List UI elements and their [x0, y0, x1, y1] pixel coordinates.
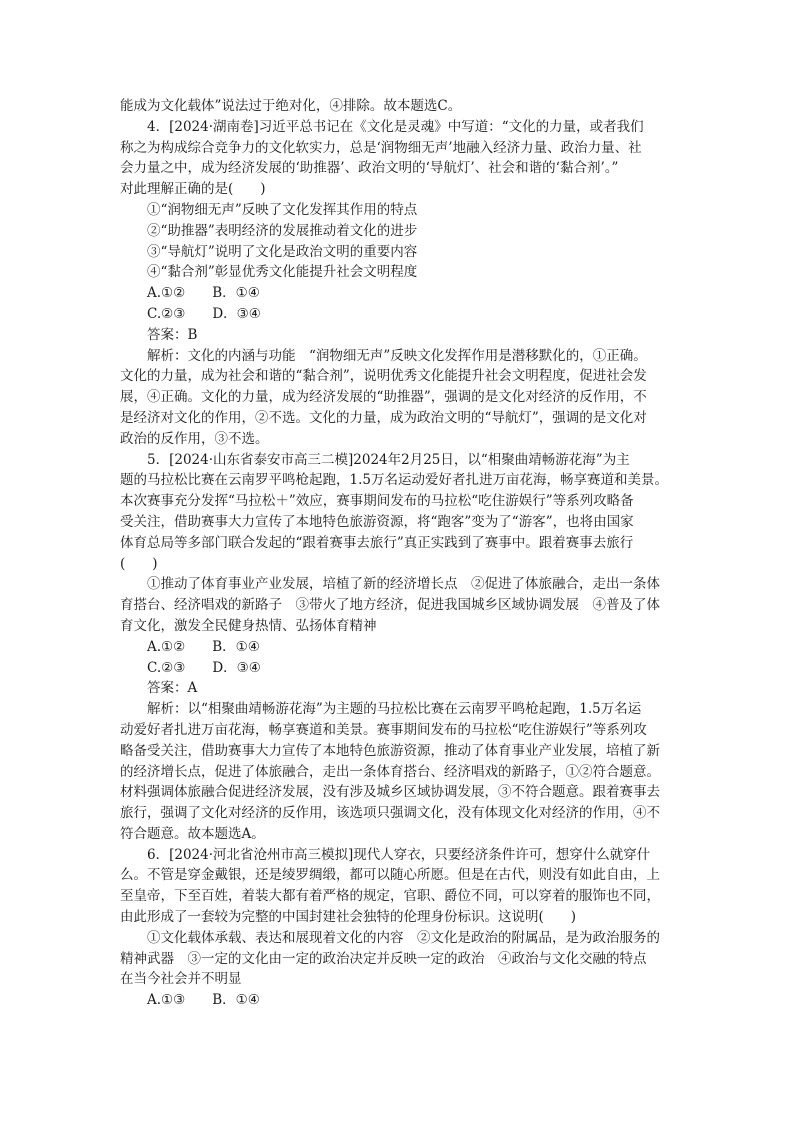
option-statement: ②“助推器”表明经济的发展推动着文化的进步 — [147, 222, 418, 239]
text-line: 展，④正确。文化的力量，成为经济发展的“助推器”，强调的是文化对经济的反作用，不 — [120, 389, 647, 406]
text-line: 会力量之中，成为经济发展的‘助推器’、政治文明的‘导航灯’、社会和谐的‘黏合剂’。” — [120, 160, 619, 177]
text-line: ( ) — [120, 555, 158, 572]
text-line: 体育总局等多部门联合发起的“跟着赛事去旅行”真正实践到了赛事中。跟着赛事去旅行 — [120, 534, 634, 551]
explanation: 解析：文化的内涵与功能 “润物细无声”反映文化发挥作用是潜移默化的，①正确。 — [147, 347, 647, 364]
answer-choices: A.①③ B．①④ — [147, 992, 260, 1009]
text-line: 由此形成了一套较为完整的中国封建社会独特的伦理身份标识。这说明( ) — [120, 909, 577, 926]
text-line: 能成为文化载体”说法过于绝对化，④排除。故本题选C。 — [120, 98, 462, 114]
answer: 答案：B — [147, 326, 198, 343]
option-statement: ①推动了体育事业产业发展，培植了新的经济增长点 ②促进了体旅融合，走出一条体 — [147, 576, 660, 593]
text-line: 文化的力量，成为社会和谐的“黏合剂”，说明优秀文化能提升社会文明程度，促进社会发 — [120, 368, 647, 385]
answer: 答案：A — [147, 680, 198, 697]
text-line: 育文化，激发全民健身热情、弘扬体育精神 — [120, 617, 377, 634]
option-statement: ①“润物细无声”反映了文化发挥其作用的特点 — [147, 201, 418, 218]
text-line: 精神武器 ③一定的文化由一定的政治决定并反映一定的政治 ④政治与文化交融的特点 — [120, 950, 647, 967]
text-line: 是经济对文化的作用，②不选。文化的力量，成为政治文明的“导航灯”，强调的是文化对 — [120, 409, 647, 426]
text-line: 动爱好者扎进万亩花海，畅享赛道和美景。赛事期间发布的马拉松“吃住游娱行”等系列攻 — [120, 721, 647, 738]
text-line: 对此理解正确的是( ) — [120, 181, 266, 198]
text-line: 本次赛事充分发挥“马拉松＋”效应，赛事期间发布的马拉松“吃住游娱行”等系列攻略备 — [120, 493, 634, 510]
text-line: 符合题意。故本题选A。 — [120, 825, 265, 842]
text-line: 称之为构成综合竞争力的文化软实力，总是‘润物细无声’地融入经济力量、政治力量、社 — [120, 139, 642, 156]
text-line: 的经济增长点，促进了体旅融合，走出一条体育搭台、经济唱戏的新路子，①②符合题意。 — [120, 763, 660, 780]
document-body — [120, 96, 676, 1011]
explanation: 解析：以“相聚曲靖畅游花海”为主题的马拉松比赛在云南罗平鸣枪起跑，1.5万名运 — [147, 701, 642, 718]
answer-choices: A.①② B．①④ — [147, 285, 260, 302]
text-line: 略备受关注，借助赛事大力宣传了本地特色旅游资源，推动了体育事业产业发展，培植了新 — [120, 742, 660, 759]
option-statement: ③“导航灯”说明了文化是政治文明的重要内容 — [147, 243, 418, 260]
text-line: 材料强调体旅融合促进经济发展，没有涉及城乡区域协调发展，③不符合题意。跟着赛事去 — [120, 784, 660, 801]
answer-choices: C.②③ D．③④ — [147, 659, 261, 676]
question-5-stem: 5．[2024·山东省泰安市高三二模]2024年2月25日，以“相聚曲靖畅游花海”为主 — [147, 451, 630, 468]
answer-choices: C.②③ D．③④ — [147, 305, 261, 322]
text-line: 旅行，强调了文化对经济的反作用，该选项只强调文化，没有体现文化对经济的作用，④不 — [120, 805, 660, 822]
text-line: 受关注，借助赛事大力宣传了本地特色旅游资源，将“跑客”变为了“游客”，也将由国家 — [120, 513, 634, 530]
question-6-stem: 6．[2024·河北省沧州市高三模拟]现代人穿衣，只要经济条件许可，想穿什么就穿什 — [147, 846, 651, 863]
option-statement: ④“黏合剂”彰显优秀文化能提升社会文明程度 — [147, 264, 418, 281]
text-line: 在当今社会并不明显 — [120, 971, 242, 988]
question-4-stem: 4．[2024·湖南卷]习近平总书记在《文化是灵魂》中写道：“文化的力量，或者我们 — [147, 118, 644, 135]
option-statement: ①文化载体承载、表达和展现着文化的内容 ②文化是政治的附属品，是为政治服务的 — [147, 929, 660, 946]
text-line: 至皇帝，下至百姓，着装大都有着严格的规定，官职、爵位不同，可以穿着的服饰也不同， — [120, 888, 660, 905]
text-line: 题的马拉松比赛在云南罗平鸣枪起跑，1.5万名运动爱好者扎进万亩花海，畅享赛道和美景。 — [120, 472, 668, 489]
text-line: 么。不管是穿金戴银，还是绫罗绸缎，都可以随心所愿。但是在古代，则没有如此自由，上 — [120, 867, 660, 884]
answer-choices: A.①② B．①④ — [147, 638, 260, 655]
text-line: 政治的反作用，③不选。 — [120, 430, 269, 447]
text-line: 育搭台、经济唱戏的新路子 ③带火了地方经济，促进我国城乡区域协调发展 ④普及了体 — [120, 597, 660, 614]
